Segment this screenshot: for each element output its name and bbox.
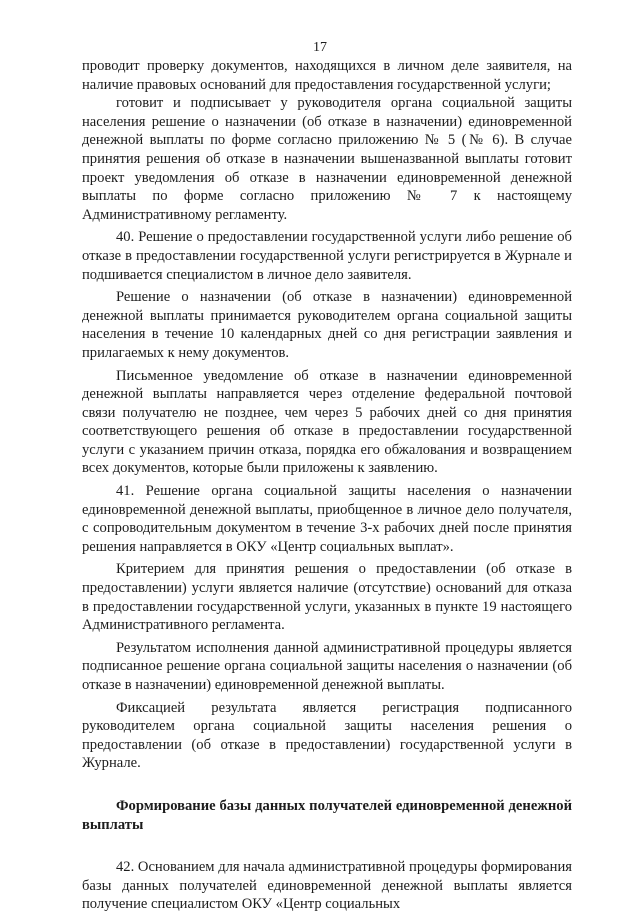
paragraph-41-decision-transfer: 41. Решение органа социальной защиты населения о назначении единовременной денежной выплаты, приобщенное в личное дело получателя, с сопроводительным документом в течение 3-х рабочих дней после принятия решения направляется в ОКУ «Центр социальных выплат». <box>82 483 572 555</box>
paragraph-40-registration: 40. Решение о предоставлении государственной услуги либо решение об отказе в предоставлении государственной услуги регистрируется в Журнале и подшивается специалистом в личное дело заявителя. <box>82 229 572 283</box>
page-number: 17 <box>313 40 327 55</box>
paragraph-check-documents: проводит проверку документов, находящихся в личном деле заявителя, на наличие правовых оснований для предоставления государственной услуги; <box>82 58 572 93</box>
paragraph-criterion: Критерием для принятия решения о предоставлении (об отказе в предоставлении) услуги является наличие (отсутствие) оснований для отказа в предоставлении государственной услуги, указанных в пункте 19 настоящего Административного регламента. <box>82 561 572 634</box>
paragraph-prepare-decision: готовит и подписывает у руководителя органа социальной защиты населения решение о назначении (об отказе в назначении) единовременной денежной выплаты по форме согласно приложению № 5 (№ 6). В случае принятия решения об отказе в назначении вышеназванной выплаты готовит проект уведомления об отказе в назначении единовременной денежной выплаты по форме согласно приложению № 7 к настоящему Административному регламенту. <box>82 95 572 223</box>
paragraph-refusal-notice: Письменное уведомление об отказе в назначении единовременной денежной выплаты направляется через отделение федеральной почтовой связи получателю не позднее, чем через 5 рабочих дней со дня принятия соответствующего решения об отказе в предоставлении государственной услуги с указанием причин отказа, порядка его обжалования и возвращением всех документов, которые были приложены к заявлению. <box>82 367 572 477</box>
paragraph-decision-term: Решение о назначении (об отказе в назначении) единовременной денежной выплаты принимается руководителем органа социальной защиты населения в течение 10 календарных дней со дня регистрации заявления и прилагаемых к нему документов. <box>82 289 572 361</box>
paragraph-fixation: Фиксацией результата является регистрация подписанного руководителем органа социальной защиты населения решения о предоставлении (об отказе в предоставлении) государственной услуги в Журнале. <box>82 699 572 772</box>
paragraph-42-basis: 42. Основанием для начала административной процедуры формирования базы данных получателей единовременной денежной выплаты является получение специалистом ОКУ «Центр социальных <box>82 859 572 913</box>
paragraph-result: Результатом исполнения данной административной процедуры является подписанное решение органа социальной защиты населения о назначении (об отказе в назначении) единовременной денежной выплаты. <box>82 639 572 693</box>
document-body <box>82 57 572 914</box>
section-heading: Формирование базы данных получателей единовременной денежной выплаты <box>82 797 572 833</box>
